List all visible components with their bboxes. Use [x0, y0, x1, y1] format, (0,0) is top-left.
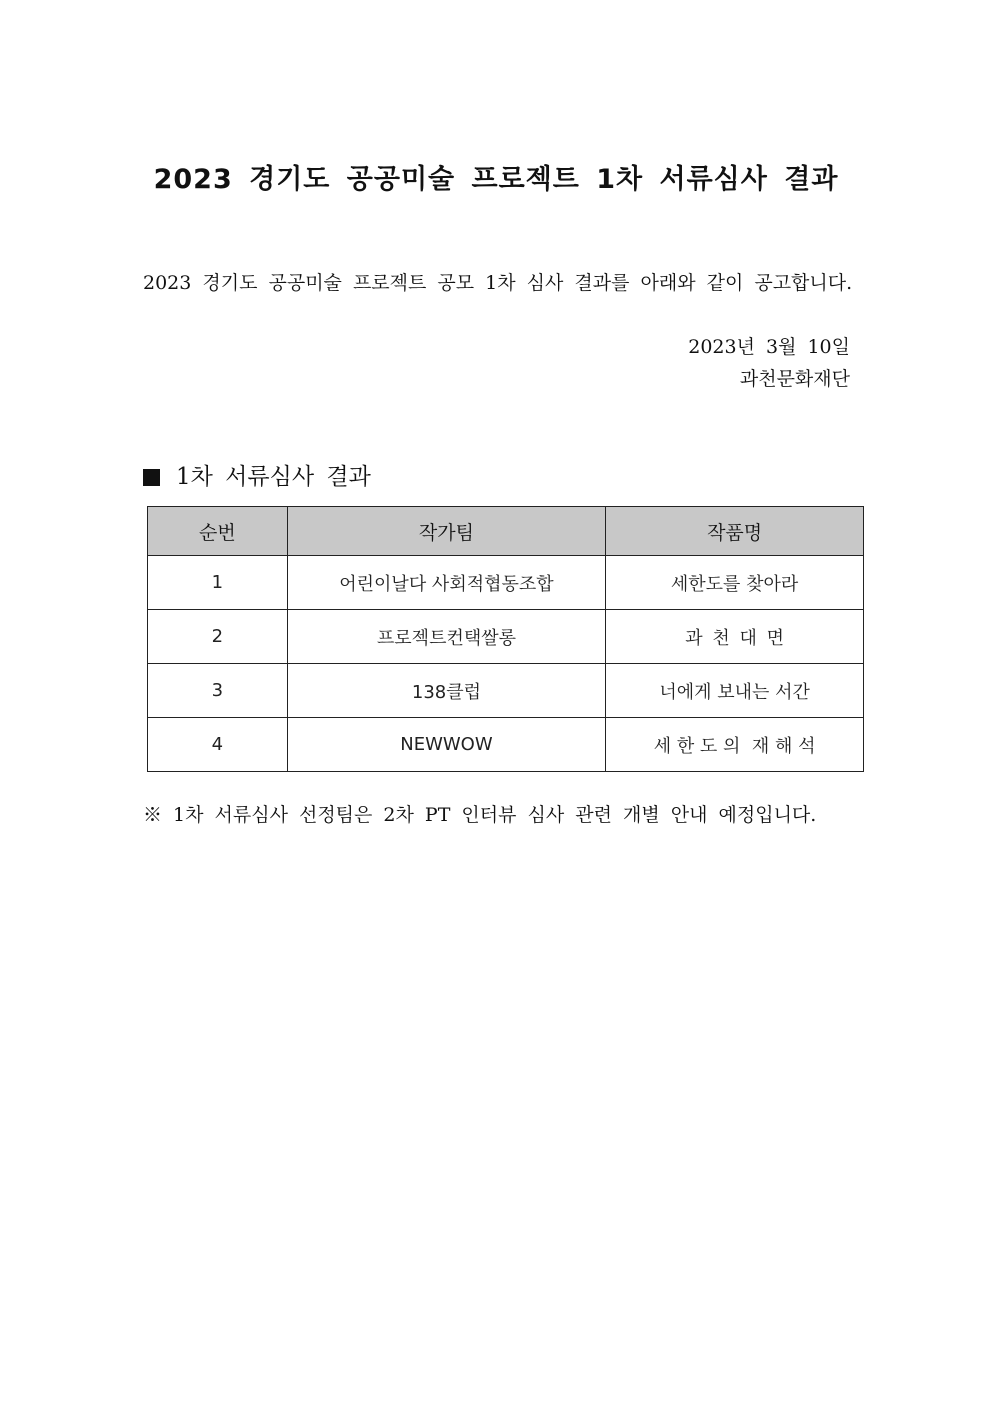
row-team: 어린이날다 사회적협동조합 [287, 556, 605, 610]
header-team: 작가팀 [287, 507, 605, 556]
row-work: 너에게 보내는 서간 [606, 664, 864, 718]
row-number: 4 [148, 718, 288, 772]
section-heading-text: 1차 서류심사 결과 [176, 464, 371, 490]
intro-paragraph: 2023 경기도 공공미술 프로젝트 공모 1차 심사 결과를 아래와 같이 공고합니다. [143, 272, 853, 294]
results-table [147, 506, 864, 772]
square-bullet-icon [143, 469, 160, 486]
table-header-row [148, 507, 864, 556]
announcement-date: 2023년 3월 10일 [688, 336, 850, 358]
row-team: 프로젝트컨택쌀롱 [287, 610, 605, 664]
row-work: 세 한 도 의 재 해 석 [606, 718, 864, 772]
table-row [148, 718, 864, 772]
row-team: 138클럽 [287, 664, 605, 718]
row-number: 1 [148, 556, 288, 610]
row-work: 세한도를 찾아라 [606, 556, 864, 610]
row-work: 과 천 대 면 [606, 610, 864, 664]
header-number: 순번 [148, 507, 288, 556]
document-title: 2023 경기도 공공미술 프로젝트 1차 서류심사 결과 [153, 164, 839, 195]
table-row [148, 610, 864, 664]
table-row [148, 664, 864, 718]
row-team: NEWWOW [287, 718, 605, 772]
section-heading [143, 460, 371, 494]
organization-name: 과천문화재단 [739, 368, 850, 390]
row-number: 3 [148, 664, 288, 718]
footnote: ※ 1차 서류심사 선정팀은 2차 PT 인터뷰 심사 관련 개별 안내 예정입니다. [143, 804, 817, 826]
row-number: 2 [148, 610, 288, 664]
header-work: 작품명 [606, 507, 864, 556]
table-row [148, 556, 864, 610]
